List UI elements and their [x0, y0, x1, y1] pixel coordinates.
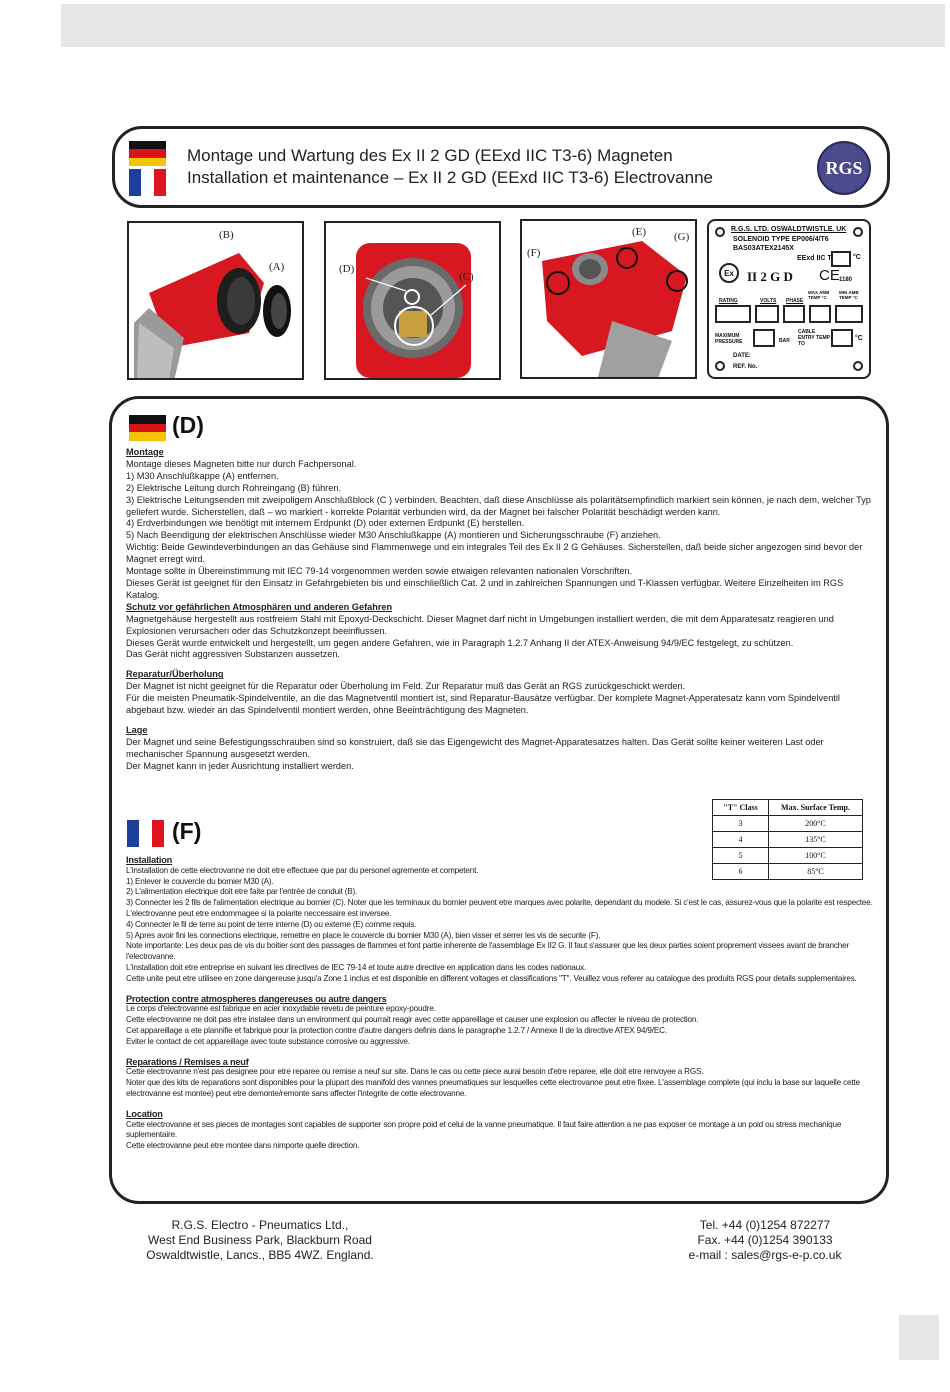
footer-contact [670, 1218, 860, 1263]
fax-number: Fax. +44 (0)1254 390133 [697, 1233, 833, 1247]
col-header-class: "T" Class [713, 800, 769, 816]
address-line: R.G.S. Electro - Pneumatics Ltd., [171, 1218, 349, 1232]
table-row [713, 816, 863, 832]
para: 1) Enlever le couvercle du bornier M30 (A). [126, 876, 274, 886]
heading-montage: Montage [126, 447, 164, 457]
para: Cette unite peut etre utilisee en zone dangereuse jusqu'a Zone 1 inclus et est disponible en different voltages et classifications "T". Veuillez vous referer au catalogue des produits RGS pour details supplementaires. [126, 973, 857, 983]
para: L'installation doit etre entreprise en suivant les directives de IEC 79-14 et toute autre directive en application dans les codes nationaux. [126, 962, 587, 972]
plate-h-temp2: MIN AMB TEMP °C [839, 290, 859, 300]
table-row [713, 832, 863, 848]
plate-pressure: MAXIMUM PRESSURE [715, 333, 743, 345]
photo-terminal-block [324, 221, 501, 380]
para: Eviter le contact de cet appareillage avec toute substance corrosive ou aggressive. [126, 1036, 410, 1046]
plate-date: DATE: [733, 353, 751, 359]
para: Der Magnet kann in jeder Ausrichtung installiert werden. [126, 760, 354, 771]
photo-earth-points [520, 219, 697, 379]
para: Cette electrovanne et ses pieces de montages sont capables de supporter son propre poid et celui de la vanne pneumatique. Il faut faire attention a ne pas exposer ce montage a un poid ou stress mechanique suplementaire. [126, 1119, 842, 1140]
rating-plate [707, 219, 871, 379]
plate-temp-box [831, 251, 851, 267]
plate-unit: °C [853, 254, 861, 261]
para: Der Magnet und seine Befestigungsschrauben sind so konstruiert, daß sie das Eigengewicht des Magnet-Apparatesatzes halten. Das Gerät sollte keiner weiteren Last oder mechanischer Spannung ausgesetzt werden. [126, 736, 824, 759]
email-link[interactable]: e-mail : sales@rgs-e-p.co.uk [688, 1248, 842, 1262]
cell-temp: 100°C [769, 848, 863, 864]
german-flag-icon [129, 141, 166, 166]
plate-line4: EExd IIC T [797, 255, 832, 262]
para: Le corps d'electrovanne est fabrique en acier inoxydable revetu de peinture epoxy-poudre. [126, 1004, 436, 1014]
plate-box [753, 329, 775, 347]
plate-screw [715, 361, 725, 371]
heading-location: Location [126, 1108, 163, 1119]
german-flag-icon [129, 415, 166, 441]
label-g: (G) [674, 231, 690, 243]
para: 5) Nach Beendigung der elektrischen Anschlüsse wieder M30 Anschlußkappe (A) montieren und Sicherungsschraube (F) anziehen. [126, 530, 661, 541]
photo-conduit-and-cap [127, 221, 304, 380]
french-section-heading: (F) [172, 818, 202, 844]
heading-lage: Lage [126, 724, 148, 735]
para: Cette electrovanne ne doit pas etre instalee dans un environment qui pourrait reagir avec cette appareillage et causer une explosion ou affecter le niveau de protection. [126, 1015, 699, 1025]
german-section-heading: (D) [172, 412, 204, 438]
plate-h-phase: PHASE [786, 298, 804, 304]
para: Noter que des kits de reparations sont disponibles pour la plupart des manifold des vannes pneumatiques sur lesquelles cette electrovanne peut etre fixee. L'assemblage complete (qui inclu la base sur laquelle cette electrovanne est montee) peut etre demonte/remonte sans affecter l'integrite de cette electrovanne. [126, 1078, 860, 1098]
plate-box [835, 305, 863, 323]
solenoid-photo-1 [129, 223, 304, 380]
address-line: West End Business Park, Blackburn Road [148, 1233, 372, 1247]
plate-line1: R.G.S. LTD. OSWALDTWISTLE. UK [731, 226, 847, 233]
plate-line3: BAS03ATEX2145X [733, 245, 794, 252]
label-d: (D) [339, 263, 355, 275]
heading-reparations: Reparations / Remises a neuf [126, 1056, 249, 1067]
para: Montage dieses Magneten bitte nur durch Fachpersonal. [126, 458, 357, 469]
footer-address [110, 1218, 410, 1263]
para: Der Magnet ist nicht geeignet für die Reparatur oder Überholung im Feld. Zur Reparatur muß das Gerät an RGS zurückgeschickt werden. [126, 681, 686, 692]
title-french: Installation et maintenance – Ex II 2 GD (EExd IIC T3-6) Electrovanne [187, 168, 713, 187]
para: 4) Erdverbindungen wie benötigt mit internem Erdpunkt (D) oder externen Erdpunkt (E) herstellen. [126, 518, 525, 529]
title-german: Montage und Wartung des Ex II 2 GD (EExd IIC T3-6) Magneten [187, 146, 673, 165]
para: Cette electrovanne peut etre montee dans nimporte quelle direction. [126, 1141, 360, 1151]
solenoid-photo-3 [522, 221, 697, 379]
para: 1) M30 Anschlußkappe (A) entfernen. [126, 470, 279, 481]
col-header-temp: Max. Surface Temp. [769, 800, 863, 816]
label-c: (C) [459, 271, 474, 283]
heading-protection: Protection contre atmospheres dangereuses ou autre dangers [126, 993, 387, 1004]
plate-box [783, 305, 805, 323]
plate-box [809, 305, 831, 323]
para: 3) Elektrische Leitungsenden mit zweipoligem Anschlußblock (C ) verbinden. Beachten, daß diese Anschlüsse als polaritätsempfindlich markiert sein können, je nach dem, welcher Typ geliefert wurde. Sicherstellen, daß – wo markiert - korrekte Polarität verbunden wird, da der Magnet bei falscher Polarität beschädigt werden kann. [126, 494, 871, 517]
cell-class: 5 [713, 848, 769, 864]
phone-number: Tel. +44 (0)1254 872277 [699, 1218, 831, 1232]
plate-h-temp1: MAX AMB TEMP °C [808, 290, 830, 300]
label-f: (F) [527, 247, 541, 259]
plate-line2: SOLENOID TYPE EP006/4/T6 [733, 236, 829, 243]
cell-temp: 85°C [769, 864, 863, 880]
plate-screw [853, 361, 863, 371]
para: 2) L'alimentation electrique doit etre faite par l'entrée de conduit (B). [126, 887, 358, 897]
plate-ce-number: 1180 [839, 277, 853, 283]
page-corner-box [899, 1315, 939, 1360]
german-text [126, 447, 876, 773]
document-header [112, 126, 890, 208]
para: Cet appareillage a ete plannifie et fabrique pour la protection contre d'autre dangers definis dans le paragraphe 1.2.7 / Annexe II de la directive ATEX 94/9/EC. [126, 1025, 667, 1035]
heading-installation: Installation [126, 855, 173, 865]
plate-bar: BAR [779, 338, 790, 344]
para: Wichtig: Beide Gewindeverbindungen an das Gehäuse sind Flammenwege und ein integrales Teil des Ex II 2 G Gehäuses. Sicherstellen, daß beide sicher angezogen sind bevor der Magnet erregt wird. [126, 542, 863, 565]
para: Magnetgehäuse hergestellt aus rostfreiem Stahl mit Epoxyd-Deckschicht. Dieser Magnet darf nicht in Umgebungen installiert werden, die mit dem Apparatesatz reagieren und Explosionen verursachen oder das Schutzkonzept beeinflussen. [126, 613, 834, 636]
plate-screw [853, 227, 863, 237]
plate-box [755, 305, 779, 323]
table-row [713, 864, 863, 880]
cell-temp: 135°C [769, 832, 863, 848]
heading-schutz: Schutz vor gefährlichen Atmosphären und anderen Gefahren [126, 601, 393, 612]
rgs-logo: RGS [817, 141, 871, 195]
para: Cette electrovanne n'est pas designee pour etre reparee ou remise a neuf sur site. Dans le cas ou cette piece aurai besoin d'etre reparee, elle doit etre renvoyee a RGS. [126, 1067, 704, 1077]
french-text [126, 855, 876, 1152]
plate-h-rating: RATING [719, 298, 738, 304]
plate-screw [715, 227, 725, 237]
french-flag-icon [127, 820, 164, 847]
plate-marking: II 2 G D [747, 269, 793, 284]
cell-class: 3 [713, 816, 769, 832]
label-e: (E) [632, 226, 647, 238]
label-a: (A) [269, 261, 285, 273]
para: Für die meisten Pneumatik-Spindelventile, an die das Magnetventil montiert ist, sind Reparatur-Bausätze verfügbar. Der komplete Magnet-Apperatesatz kann vom Spindelventil abgebaut bzw. wieder an das Spindelventil montiert werden, ohne Beeinträchtigung des Magneten. [126, 693, 840, 716]
plate-ce: CE [819, 267, 840, 284]
para: 3) Connecter les 2 fils de l'alimentation electrique au bornier (C). Noter que les terminaux du bornier peuvent etre marques avec polarite, dependant du modele. Si c'est le cas, assurez-vous que la polarite est respectee. L'electrovanne peut etre endommagee si la polarite neccessaire est inversee. [126, 898, 873, 918]
para: 2) Elektrische Leitung durch Rohreingang (B) führen. [126, 482, 342, 493]
para: Note importante: Les deux pas de vis du boitier sont des passages de flammes et font partie inherente de l'assemblage Ex II2 G. Il faut s'assurer que les deux parties soient proprement vissees avant de brancher l'electrovanne. [126, 941, 849, 962]
para: Das Gerät nicht aggressiven Substanzen aussetzen. [126, 649, 340, 660]
ex-mark-icon: Ex [719, 263, 739, 283]
plate-h-volts: VOLTS [760, 298, 777, 304]
cell-temp: 200°C [769, 816, 863, 832]
heading-reparatur: Reparatur/Überholung [126, 669, 224, 680]
solenoid-photo-2 [326, 223, 501, 380]
top-gray-bar [61, 4, 945, 47]
label-b: (B) [219, 229, 234, 241]
cell-class: 6 [713, 864, 769, 880]
plate-box [715, 305, 751, 323]
para: L'installation de cette electrovanne ne doit etre effectuee que par du personel agremente et competent. [126, 865, 479, 875]
plate-cable: CABLE ENTRY TEMP TO [798, 329, 830, 347]
para: Dieses Gerät ist geeignet für den Einsatz in Gefahrgebieten bis und einschließlich Cat. 2 und in zahlreichen Spannungen und T-Klassen verfügbar. Weitere Einzelheiten im RGS Katalog. [126, 577, 844, 600]
para: 4) Connecter le fil de terre au point de terre interne (D) ou externe (E) comme requis. [126, 919, 417, 929]
table-header-row [713, 800, 863, 816]
table-row [713, 848, 863, 864]
plate-box [831, 329, 853, 347]
plate-ref: REF. No. [733, 364, 758, 370]
cell-class: 4 [713, 832, 769, 848]
plate-unit-2: °C [855, 335, 863, 342]
address-line: Oswaldtwistle, Lancs., BB5 4WZ. England. [146, 1248, 374, 1262]
para: Dieses Gerät wurde entwickelt und hergestellt, um gegen andere Gefahren, wie in Paragraph 1.2.7 Anhang II der ATEX-Anweisung 94/9/EC festgelegt, zu schützen. [126, 637, 794, 648]
para: 5) Apres avoir fini les connections electrique, remettre en place le couvercle du bornier M30 (A), bien visser et serrer les vis de securite (F). [126, 930, 601, 940]
t-class-table [712, 799, 863, 880]
para: Montage sollte in Übereinstimmung mit IEC 79-14 vorgenommen werden sowie etwaigen relevanten nationalen Vorschriften. [126, 566, 633, 577]
french-flag-icon [129, 169, 166, 196]
